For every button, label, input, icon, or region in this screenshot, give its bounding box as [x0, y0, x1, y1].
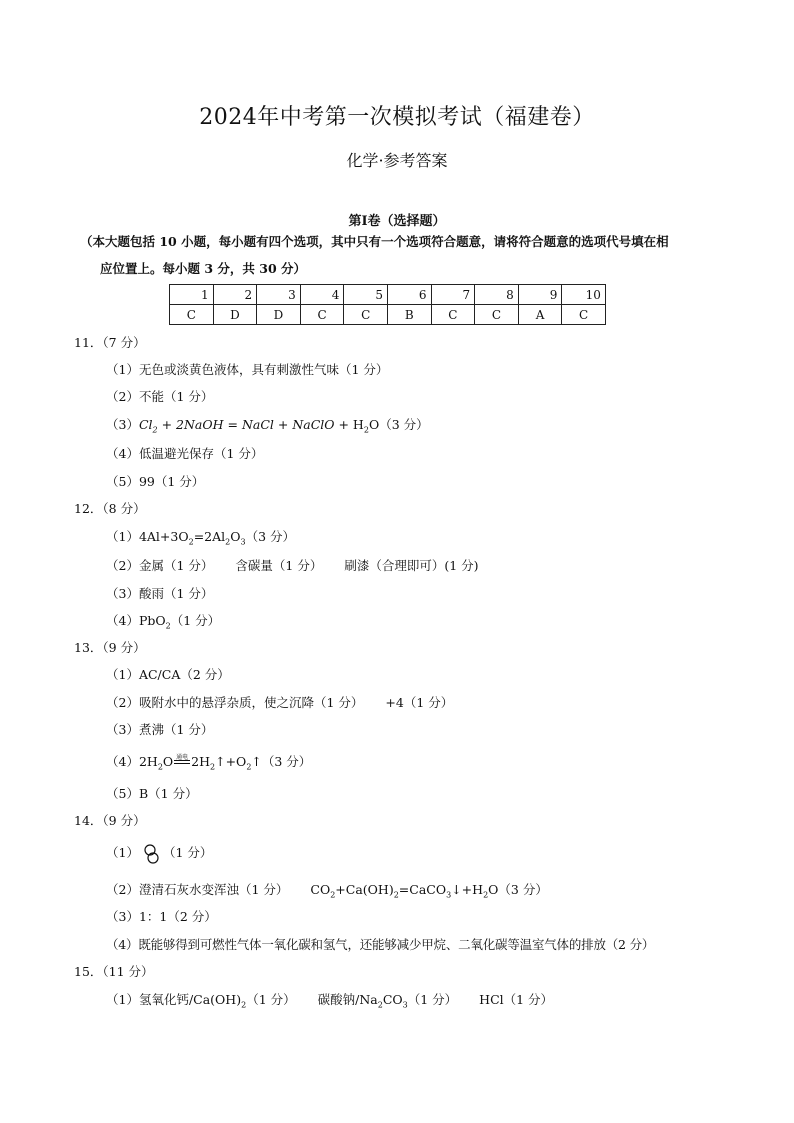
q11-answer-2: （2）不能（1 分）: [106, 389, 214, 404]
eq-sub: 2: [165, 621, 171, 631]
answer-cell: B: [387, 305, 431, 325]
q11-answer-3: [106, 415, 429, 435]
q13-answer-4: [106, 752, 311, 772]
eq-text: （1 分）: [246, 992, 296, 1007]
eq-text: Cl: [138, 417, 153, 432]
eq-text: O: [162, 754, 174, 769]
eq-text: ↑+O: [215, 754, 247, 769]
q14-answer-1-label: （1）: [106, 845, 139, 860]
eq-sub: 3: [446, 890, 452, 900]
answer-table-numbers-row: [170, 285, 606, 305]
q12-answer-1-score: （3 分）: [245, 529, 296, 544]
section-title: 第Ⅰ卷（选择题）: [348, 214, 446, 229]
eq-text: （1 分）: [170, 613, 221, 628]
eq-text: + 2NaOH = NaCl + NaClO: [157, 417, 335, 432]
page-title: 2024年中考第一次模拟考试（福建卷）: [199, 105, 595, 130]
eq-sub: 2: [188, 537, 194, 547]
reaction-condition: 通电: [176, 754, 189, 761]
answer-cell: C: [344, 305, 388, 325]
q11-answer-5: （5）99（1 分）: [106, 474, 205, 489]
eq-text: O（3 分）: [488, 882, 548, 897]
q11-answer-3-score: （3 分）: [379, 417, 429, 432]
q12-answer-2-part-3: 刷漆（合理即可）(1 分): [344, 558, 479, 573]
eq-sub: 3: [402, 1000, 408, 1010]
answer-table: [169, 284, 606, 325]
eq-text: （1 分）: [407, 992, 458, 1007]
answer-cell: A: [518, 305, 562, 325]
molecule-icon: [139, 844, 163, 864]
answer-cell: C: [475, 305, 519, 325]
q12-answer-4: [106, 611, 220, 631]
eq-text: CO: [382, 992, 403, 1007]
answer-cell: C: [170, 305, 214, 325]
q14-answer-1: [106, 843, 212, 864]
eq-text: CO: [310, 882, 331, 897]
q14-answer-3: （3）1：1（2 分）: [106, 909, 217, 924]
eq-sub: 2: [393, 890, 399, 900]
eq-text: （1）氢氧化钙/Ca(OH): [106, 992, 242, 1007]
eq-text: 2H: [138, 754, 158, 769]
q13-answer-3: （3）煮沸（1 分）: [106, 722, 214, 737]
eq-sub: 2: [483, 890, 489, 900]
q14-answer-2: [106, 880, 548, 900]
q13-answer-2-part-1: （2）吸附水中的悬浮杂质，使之沉降（1 分）: [106, 695, 364, 710]
eq-sub: 2: [363, 425, 369, 435]
eq-sub: 2: [157, 762, 163, 772]
question-number-cell: 10: [562, 285, 606, 305]
eq-text: 4Al+3O: [138, 529, 189, 544]
eq-text: ↑（3 分）: [251, 754, 312, 769]
q11-answer-3-label: （3）: [106, 417, 139, 432]
question-number-cell: 4: [300, 285, 344, 305]
answer-cell: C: [431, 305, 475, 325]
question-number-cell: 6: [387, 285, 431, 305]
eq-text: +Ca(OH): [335, 882, 394, 897]
eq-sub: 2: [152, 425, 158, 435]
question-number-cell: 2: [213, 285, 257, 305]
q14-answer-2-part-1: （2）澄清石灰水变浑浊（1 分）: [106, 882, 289, 897]
instruction-line-1: （本大题包括 10 小题，每小题有四个选项，其中只有一个选项符合题意，请将符合题意的选项代号填在相: [80, 234, 669, 249]
q12-answer-2-part-1: （2）金属（1 分）: [106, 558, 214, 573]
q13-answer-5: （5）B（1 分）: [106, 786, 198, 801]
question-11-head: 11．（7 分）: [74, 335, 146, 350]
question-number-cell: 9: [518, 285, 562, 305]
eq-sub: 2: [225, 537, 231, 547]
eq-text: 碳酸钠/Na: [317, 992, 378, 1007]
eq-sub: 3: [240, 537, 246, 547]
eq-text: =2Al: [193, 529, 226, 544]
question-15-head: 15．（11 分）: [74, 964, 154, 979]
eq-text: （4）PbO: [106, 613, 166, 628]
q11-answer-4: （4）低温避光保存（1 分）: [106, 446, 264, 461]
q11-answer-1: （1）无色或淡黄色液体，具有刺激性气味（1 分）: [106, 362, 389, 377]
answer-cell: D: [257, 305, 301, 325]
eq-sub: 2: [210, 762, 216, 772]
q13-answer-2: [106, 693, 453, 711]
question-12-head: 12．（8 分）: [74, 501, 146, 516]
q12-answer-1-label: （1）: [106, 529, 139, 544]
question-number-cell: 3: [257, 285, 301, 305]
q11-equation: [138, 417, 335, 435]
question-number-cell: 1: [170, 285, 214, 305]
eq-text: HCl（1 分）: [479, 992, 554, 1007]
q14-answer-4: （4）既能够得到可燃性气体一氧化碳和氢气，还能够减少甲烷、二氧化碳等温室气体的排放（2 分）: [106, 937, 655, 952]
answer-table-answers-row: [170, 305, 606, 325]
q12-answer-3: （3）酸雨（1 分）: [106, 586, 214, 601]
question-number-cell: 8: [475, 285, 519, 305]
eq-text: ↓+H: [451, 882, 484, 897]
q13-answer-4-label: （4）: [106, 754, 139, 769]
q14-answer-1-score: （1 分）: [162, 845, 213, 860]
eq-text: + H: [334, 417, 364, 432]
instruction-line-2: 应位置上。每小题 3 分，共 30 分）: [100, 261, 307, 276]
q15-answer-1: [106, 990, 553, 1010]
question-13-head: 13．（9 分）: [74, 640, 146, 655]
q13-answer-2-part-2: +4（1 分）: [385, 695, 454, 710]
answer-cell: C: [300, 305, 344, 325]
answer-cell: C: [562, 305, 606, 325]
eq-text: O: [230, 529, 241, 544]
q12-answer-2: [106, 556, 479, 574]
eq-sub: 2: [241, 1000, 247, 1010]
eq-sub: 2: [330, 890, 336, 900]
eq-sub: 2: [377, 1000, 383, 1010]
question-number-cell: 7: [431, 285, 475, 305]
q12-answer-2-part-2: 含碳量（1 分）: [235, 558, 323, 573]
q12-answer-1: [106, 527, 295, 547]
eq-text: 2H: [191, 754, 211, 769]
eq-sub: 2: [246, 762, 252, 772]
answer-cell: D: [213, 305, 257, 325]
reaction-arrow: [173, 754, 191, 769]
question-number-cell: 5: [344, 285, 388, 305]
page-subtitle: 化学·参考答案: [346, 151, 448, 170]
question-14-head: 14．（9 分）: [74, 813, 146, 828]
eq-text: =CaCO: [398, 882, 447, 897]
q13-answer-1: （1）AC/CA（2 分）: [106, 667, 230, 682]
eq-text: O: [368, 417, 380, 432]
